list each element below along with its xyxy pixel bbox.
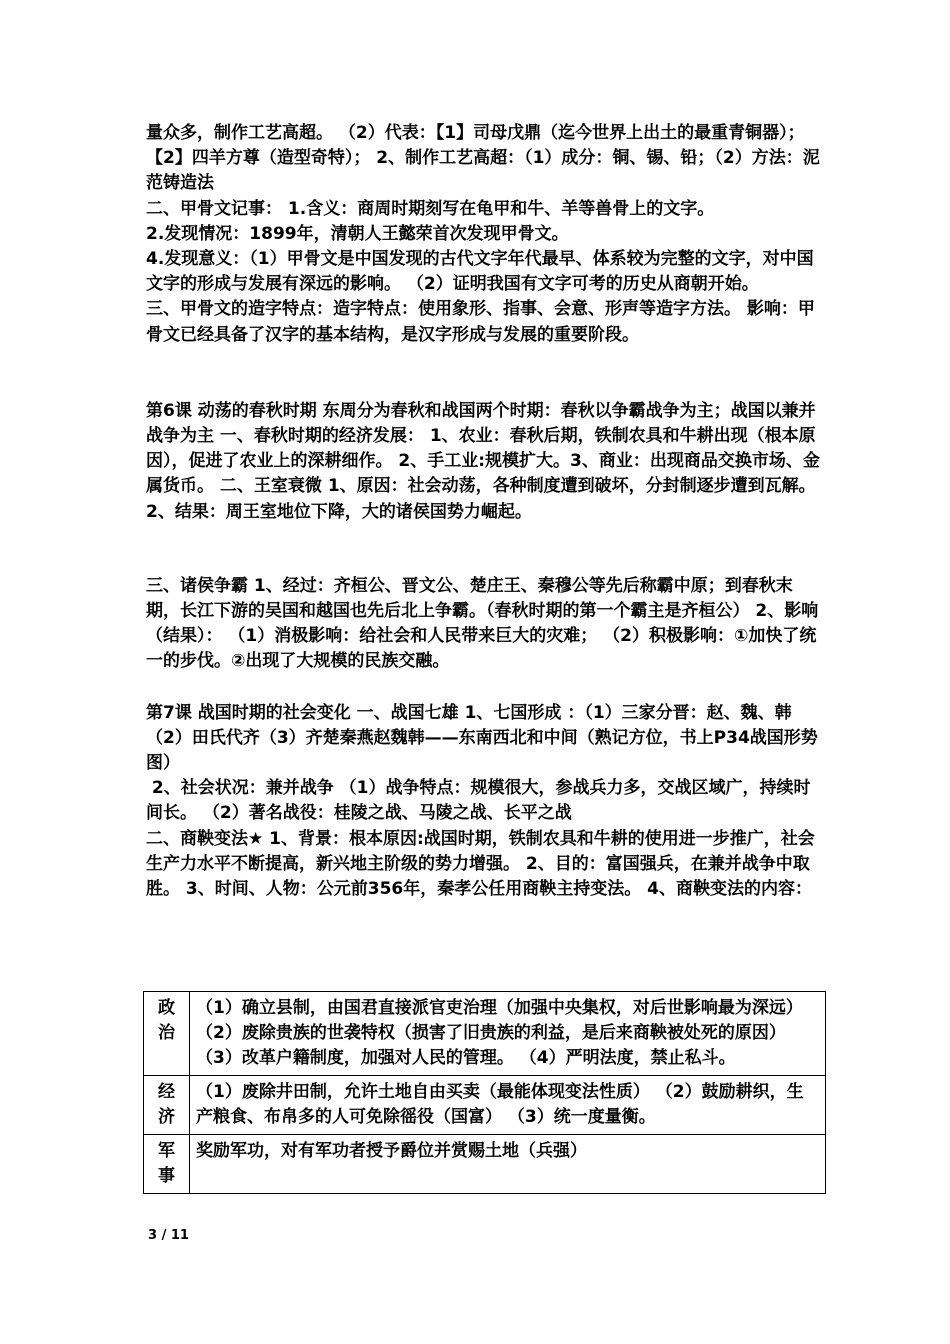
paragraph-oracle-bone-significance: 4.发现意义：（1）甲骨文是中国发现的古代文字年代最早、体系较为完整的文字，对中国文字的形成与发展有深远的影响。 （2）证明我国有文字可考的历史从商朝开始。 [146, 249, 814, 295]
table-row-header: 政治 [144, 992, 190, 1076]
paragraph-lesson-7-reform: 二、商鞅变法★ 1、背景：根本原因:战国时期，铁制农具和牛耕的使用进一步推广，社会生产力水平不断提高，新兴地主阶级的势力增强。 2、目的：富国强兵，在兼并战争中取胜。 3、时间、人物：公元前356年，秦孝公任用商鞅主持变法。 4、商鞅变法的内容： [146, 828, 815, 900]
table-row-header: 经济 [144, 1075, 190, 1134]
document-body [146, 121, 826, 902]
page-number: 3 / 11 [148, 1228, 189, 1243]
paragraph-lesson-6-hegemony: 三、诸侯争霸 1、经过：齐桓公、晋文公、楚庄王、秦穆公等先后称霸中原；到春秋末期，长江下游的吴国和越国也先后北上争霸。（春秋时期的第一个霸主是齐桓公） 2、影响（结果）： （1）消极影响：给社会和人民带来巨大的灾难； （2）积极影响：①加快了统一的步伐。②出现了大规模的民族交融。 [146, 575, 819, 672]
paragraph-lesson-7-seven-states: （2）田氏代齐（3）齐楚秦燕赵魏韩——东南西北和中间（熟记方位，书上P34战国形势图） [146, 727, 818, 774]
paragraph-lesson-6: 第6课 动荡的春秋时期 东周分为春秋和战国两个时期：春秋以争霸战争为主；战国以兼并战争为主 一、春秋时期的经济发展： 1、农业：春秋后期，铁制农具和牛耕出现（根本原因），促进了农业上的深耕细作。 2、手工业:规模扩大。3、商业：出现商品交换市场、金属货币。 二、王室衰微 1、原因：社会动荡，各种制度遭到破坏，分封制逐步遭到瓦解。 2、结果：周王室地位下降，大的诸侯国势力崛起。 [146, 400, 822, 522]
paragraph-bronze: 量众多，制作工艺高超。 （2）代表：【1】司母戊鼎（迄今世界上出土的最重青铜器）； 【2】四羊方尊（造型奇特）； 2、制作工艺高超：（1）成分：铜、锡、铅；（2）方法：泥范铸造法 [146, 123, 820, 194]
table-row-header: 军事 [144, 1135, 190, 1194]
table-cell: 奖励军功，对有军功者授予爵位并赏赐土地（兵强） [190, 1135, 826, 1194]
paragraph-oracle-bone-discovery: 2.发现情况：1899年，清朝人王懿荣首次发现甲骨文。 [146, 223, 569, 244]
table-row [144, 1135, 826, 1194]
paragraph-oracle-bone-intro: 二、甲骨文记事： 1.含义：商周时期刻写在龟甲和牛、羊等兽骨上的文字。 [146, 198, 715, 219]
paragraph-lesson-7-society: 2、社会状况：兼并战争 （1）战争特点：规模很大，参战兵力多，交战区域广，持续时间长。 （2）著名战役：桂陵之战、马陵之战、长平之战 [146, 778, 811, 824]
paragraph-oracle-bone-features: 三、甲骨文的造字特点：造字特点：使用象形、指事、会意、形声等造字方法。 影响：甲骨文已经具备了汉字的基本结构，是汉字形成与发展的重要阶段。 [146, 299, 815, 345]
table-cell: （1）确立县制，由国君直接派官吏治理（加强中央集权，对后世影响最为深远） （2）废除贵族的世袭特权（损害了旧贵族的利益，是后来商鞅被处死的原因） （3）改革户籍制度，加强对人民的管理。 （4）严明法度，禁止私斗。 [190, 992, 826, 1076]
table-cell: （1）废除井田制，允许土地自由买卖（最能体现变法性质） （2）鼓励耕织，生产粮食、布帛多的人可免除徭役（国富） （3）统一度量衡。 [190, 1075, 826, 1134]
paragraph-lesson-7-title: 第7课 战国时期的社会变化 一、战国七雄 1、七国形成 ：（1）三家分晋：赵、魏、韩 [146, 702, 792, 723]
table-row [144, 992, 826, 1076]
table-row [144, 1075, 826, 1134]
reform-content-table [143, 991, 826, 1194]
